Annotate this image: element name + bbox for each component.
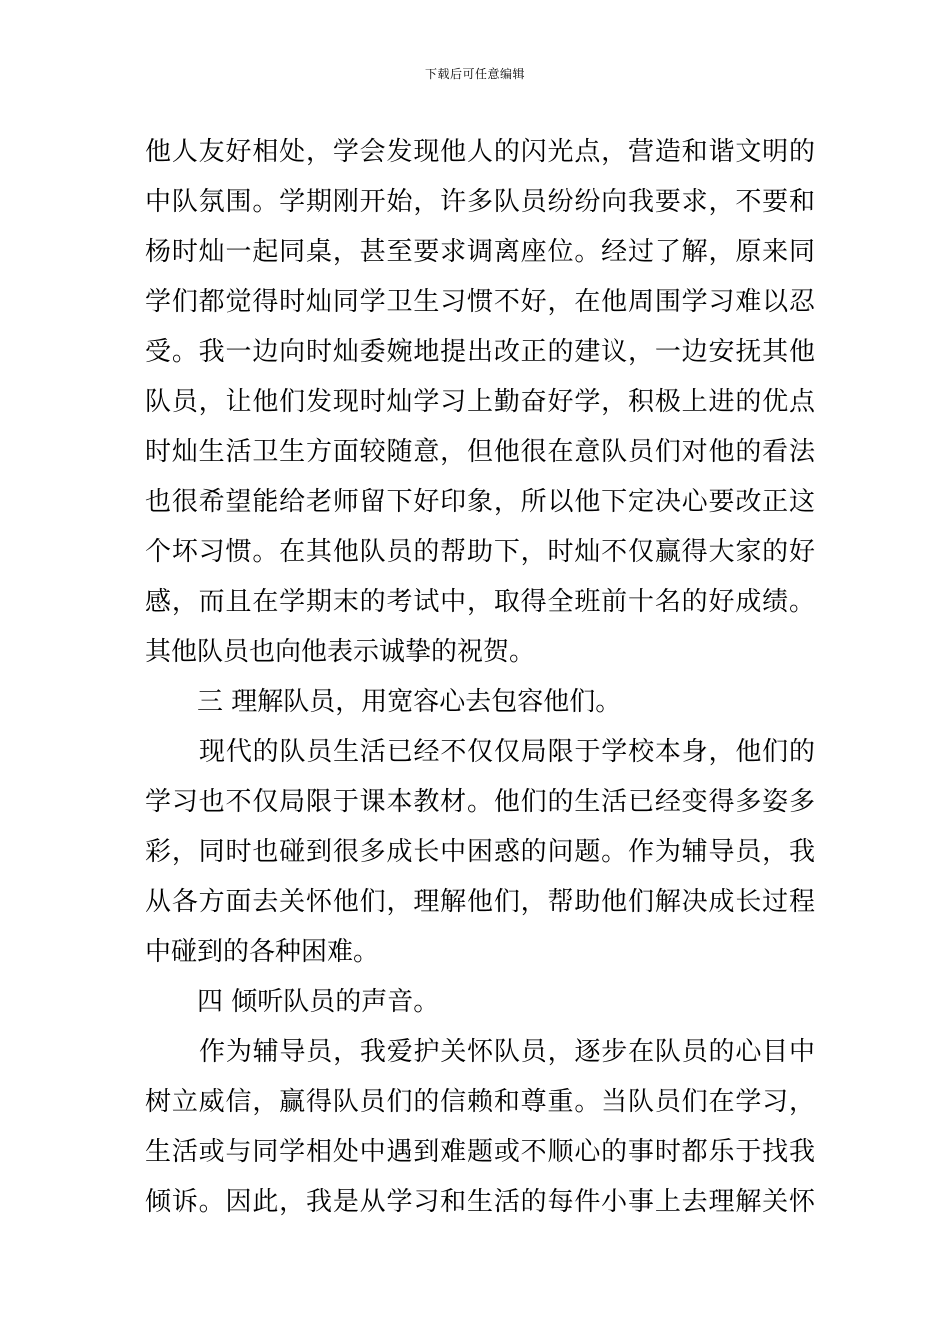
text-line: 学们都觉得时灿同学卫生习惯不好，在他周围学习难以忍 — [145, 287, 815, 317]
document-body — [145, 127, 815, 1227]
text-line: 时灿生活卫生方面较随意，但他很在意队员们对他的看法 — [145, 437, 815, 467]
text-line: 他人友好相处，学会发现他人的闪光点，营造和谐文明的 — [145, 137, 815, 167]
text-line: 感，而且在学期末的考试中，取得全班前十名的好成绩。 — [145, 587, 815, 617]
text-line: 学习也不仅局限于课本教材。他们的生活已经变得多姿多 — [145, 787, 815, 817]
text-line: 也很希望能给老师留下好印象，所以他下定决心要改正这 — [145, 487, 815, 517]
section-heading: 四 倾听队员的声音。 — [197, 987, 440, 1017]
text-line: 作为辅导员，我爱护关怀队员，逐步在队员的心目中 — [199, 1037, 815, 1067]
section-heading: 三 理解队员，用宽容心去包容他们。 — [197, 687, 622, 717]
text-line: 个坏习惯。在其他队员的帮助下，时灿不仅赢得大家的好 — [145, 537, 815, 567]
text-line: 生活或与同学相处中遇到难题或不顺心的事时都乐于找我 — [145, 1137, 815, 1167]
text-line: 从各方面去关怀他们，理解他们，帮助他们解决成长过程 — [145, 887, 815, 917]
text-line: 其他队员也向他表示诚挚的祝贺。 — [145, 637, 536, 667]
text-line: 受。我一边向时灿委婉地提出改正的建议，一边安抚其他 — [145, 337, 815, 367]
text-line: 彩，同时也碰到很多成长中困惑的问题。作为辅导员，我 — [145, 837, 815, 867]
text-line: 队员，让他们发现时灿学习上勤奋好学，积极上进的优点 — [145, 387, 815, 417]
text-line: 杨时灿一起同桌，甚至要求调离座位。经过了解，原来同 — [145, 237, 815, 267]
text-line: 倾诉。因此，我是从学习和生活的每件小事上去理解关怀 — [145, 1187, 815, 1217]
page-header: 下载后可任意编辑 — [424, 67, 525, 81]
text-line: 现代的队员生活已经不仅仅局限于学校本身，他们的 — [199, 737, 815, 767]
text-line: 树立威信，赢得队员们的信赖和尊重。当队员们在学习， — [145, 1087, 815, 1117]
text-line: 中队氛围。学期刚开始，许多队员纷纷向我要求，不要和 — [145, 187, 815, 217]
text-line: 中碰到的各种困难。 — [145, 937, 380, 967]
